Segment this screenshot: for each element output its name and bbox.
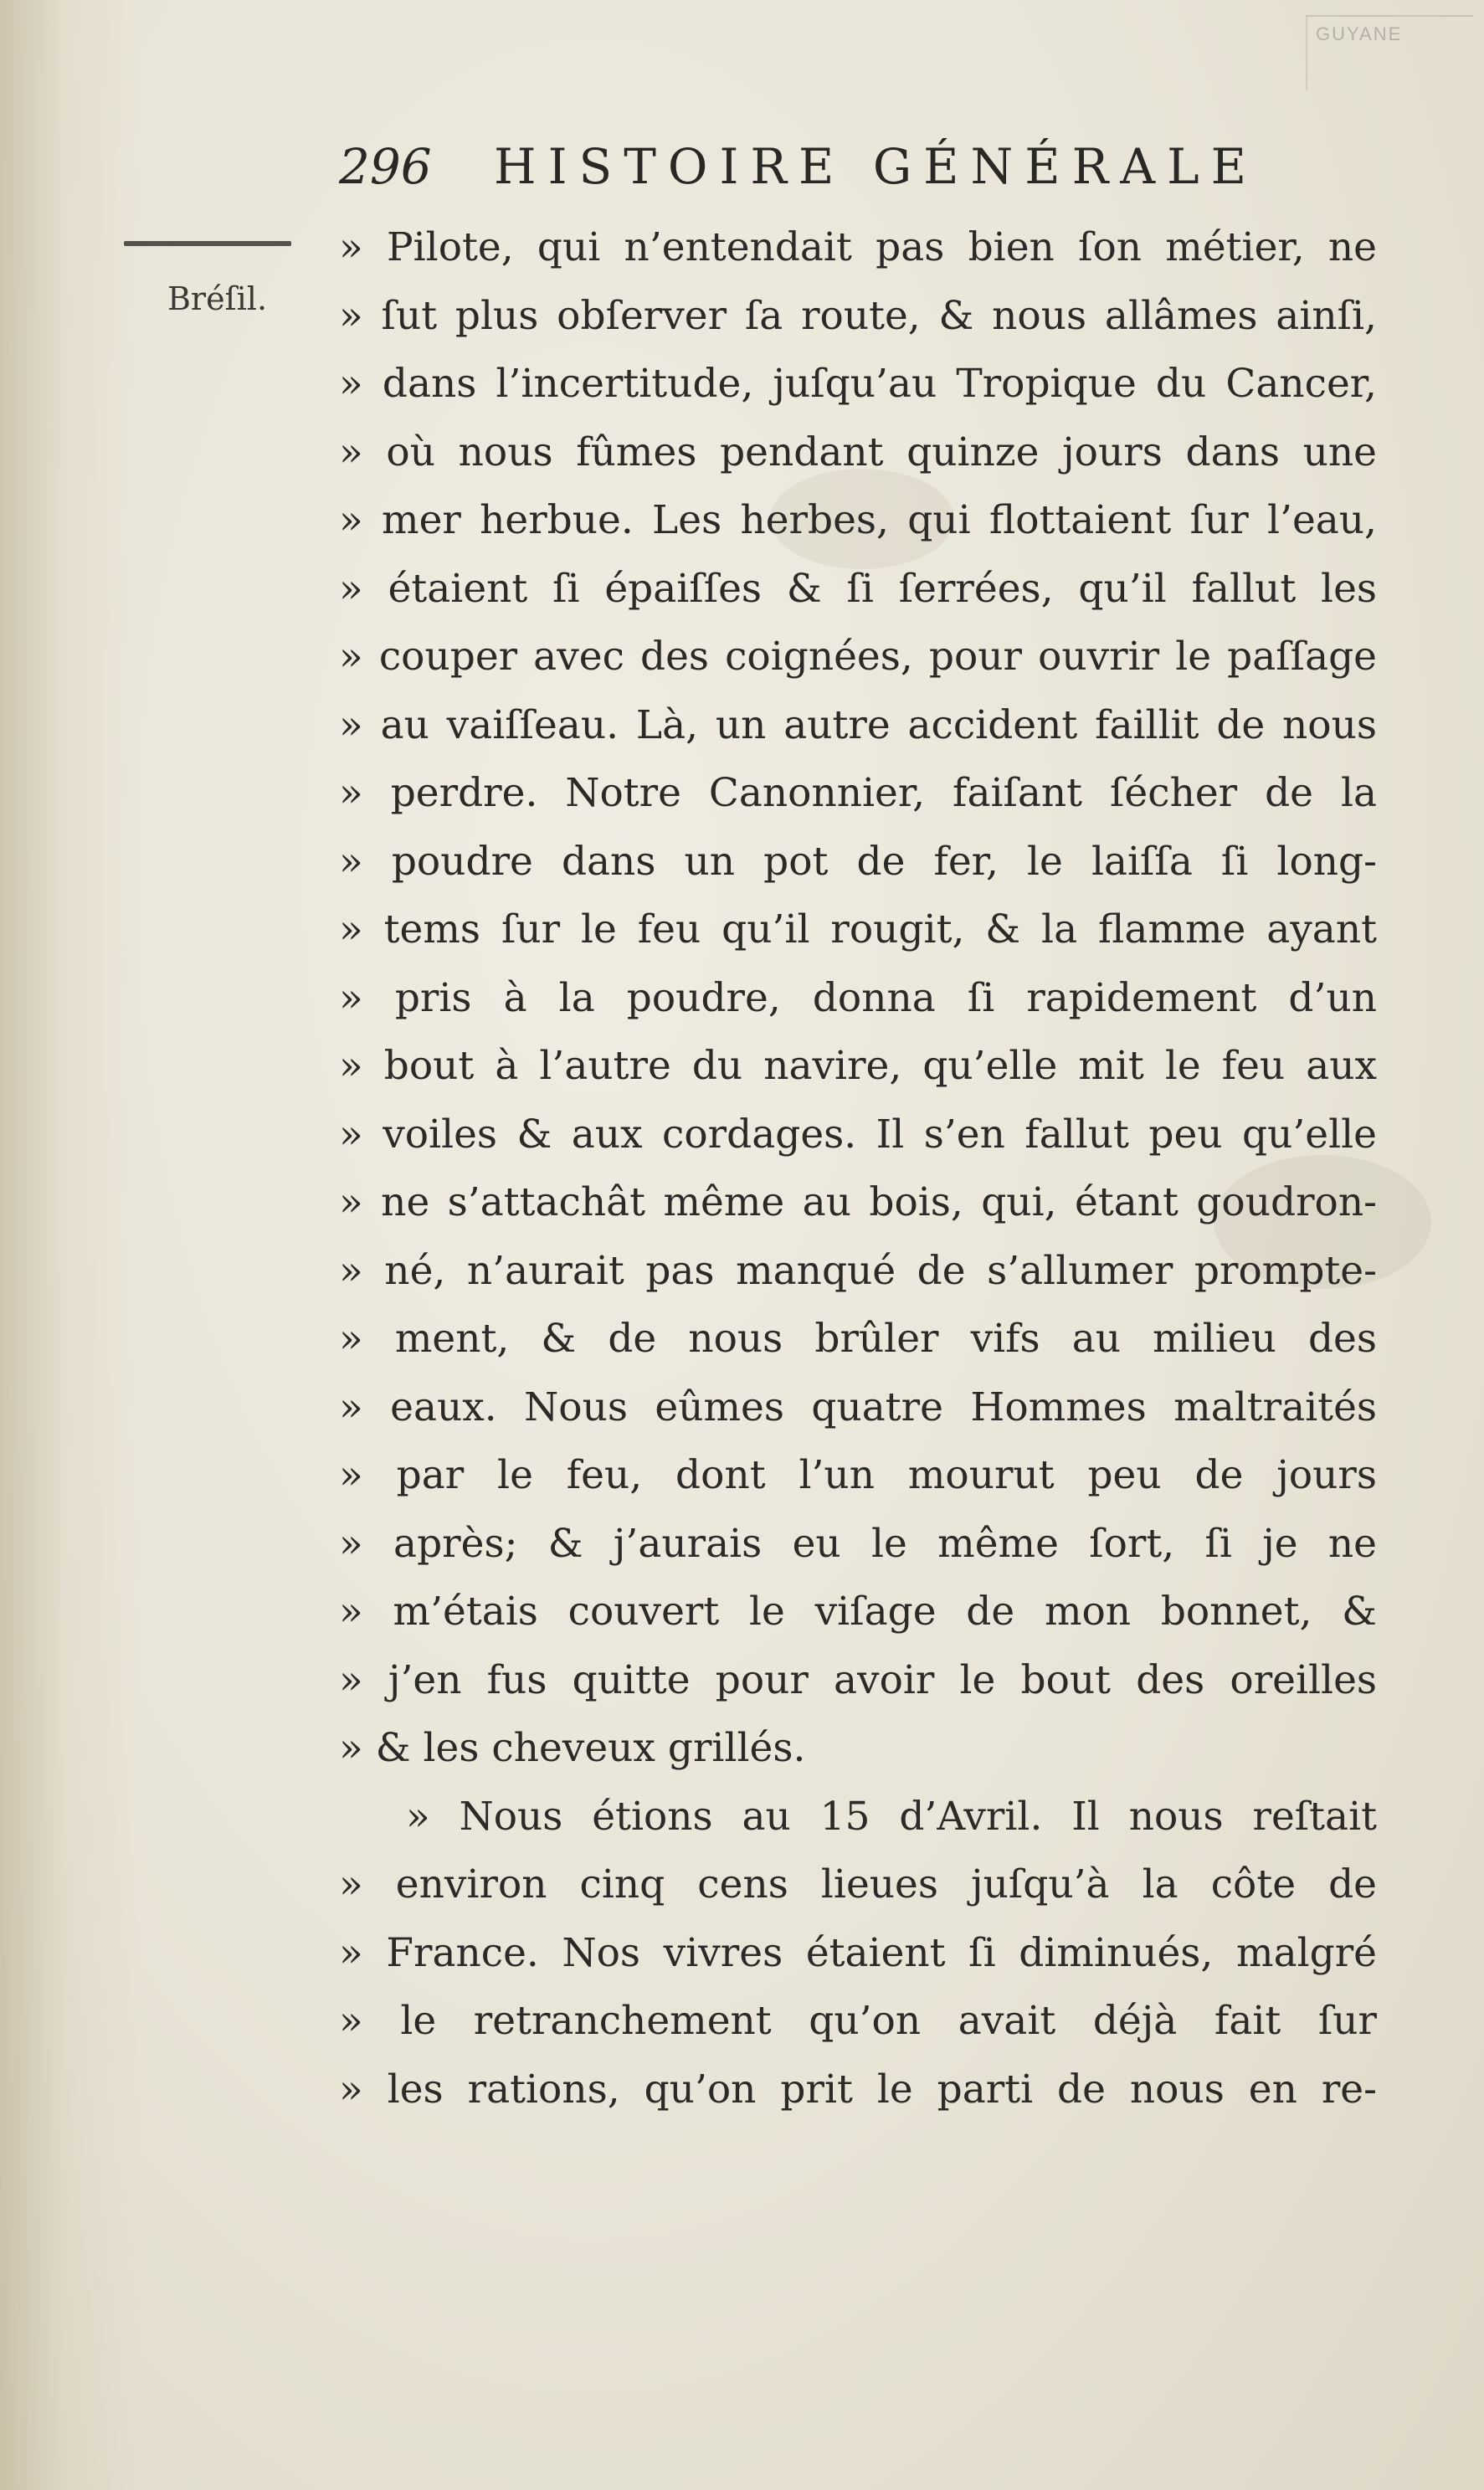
text-line: » pris à la poudre, donna ſi rapidement d’un [339, 974, 1377, 1021]
text-line: » dans l’incertitude, juſqu’au Tropique du Cancer, [339, 361, 1377, 407]
text-line: » voiles & aux cordages. Il s’en fallut peu qu’elle [339, 1111, 1377, 1158]
text-line: » Nous étions au 15 d’Avril. Il nous reſtait [406, 1793, 1377, 1840]
text-line: » poudre dans un pot de fer, le laiſſa ſi long- [339, 838, 1377, 885]
text-line: » environ cinq cens lieues juſqu’à la côte de [339, 1861, 1377, 1907]
text-line: » tems ſur le feu qu’il rougit, & la flamme ayant [339, 906, 1377, 952]
text-line: » au vaiſſeau. Là, un autre accident faillit de nous [339, 701, 1377, 748]
text-line: » Pilote, qui n’entendait pas bien ſon métier, ne [339, 224, 1377, 270]
text-line: » & les cheveux grillés. [339, 1725, 806, 1771]
margin-rule [124, 241, 291, 246]
text-line: » après; & j’aurais eu le même ſort, ſi je ne [339, 1520, 1377, 1567]
text-line: » ment, & de nous brûler vifs au milieu des [339, 1316, 1377, 1362]
text-line: » couper avec des coignées, pour ouvrir le paſſage [339, 634, 1377, 680]
body-text [339, 213, 1377, 2123]
text-line: » France. Nos vivres étaient ſi diminués, malgré [339, 1929, 1377, 1976]
text-line: » étaient ſi épaiſſes & ſi ſerrées, qu’il fallut les [339, 565, 1377, 612]
text-line: » par le feu, dont l’un mourut peu de jours [339, 1452, 1377, 1498]
text-line: » m’étais couvert le viſage de mon bonnet, & [339, 1589, 1377, 1635]
text-line: » le retranchement qu’on avait déjà fait ſur [339, 1998, 1377, 2044]
text-line: » où nous fûmes pendant quinze jours dans une [339, 429, 1377, 475]
text-line: » bout à l’autre du navire, qu’elle mit le feu aux [339, 1043, 1377, 1089]
text-line: » j’en fus quitte pour avoir le bout des oreilles [339, 1656, 1377, 1703]
text-line: » eaux. Nous eûmes quatre Hommes maltraités [339, 1384, 1377, 1430]
page-title: HISTOIRE GÉNÉRALE [494, 138, 1258, 195]
text-line: » mer herbue. Les herbes, qui flottaient ſur l’eau, [339, 497, 1377, 543]
margin-note: Bréſil. [167, 280, 268, 317]
text-line: » les rations, qu’on prit le parti de nous en re- [339, 2066, 1377, 2113]
text-line: » perdre. Notre Canonnier, faiſant ſécher de la [339, 770, 1377, 816]
bleed-through-stamp: GUYANE [1306, 15, 1473, 90]
page-number: 296 [339, 138, 432, 195]
running-head [339, 138, 1377, 205]
text-line: » ſut plus obſerver ſa route, & nous allâmes ainſi, [339, 292, 1377, 339]
text-line: » ne s’attachât même au bois, qui, étant goudron- [339, 1179, 1377, 1225]
text-line: » né, n’aurait pas manqué de s’allumer prompte- [339, 1247, 1377, 1294]
page-edge-stain [0, 0, 142, 2490]
